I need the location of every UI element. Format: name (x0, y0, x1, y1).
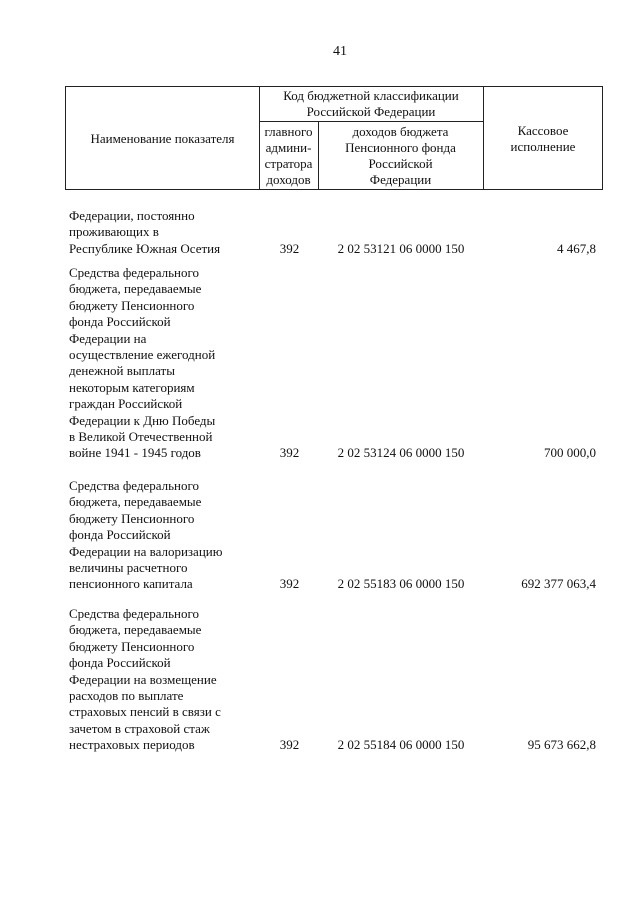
row-amount: 700 000,0 (544, 445, 596, 461)
header-income-line: Российской (368, 156, 433, 171)
row-budget-code: 2 02 55184 06 0000 150 (337, 737, 465, 753)
header-income-line: доходов бюджета (352, 124, 449, 139)
header-code-group-line: Код бюджетной классификации (283, 88, 459, 103)
row-amount: 692 377 063,4 (521, 576, 596, 592)
header-exec-line: исполнение (510, 139, 576, 154)
header-admin-line: админи- (265, 140, 312, 155)
header-name-column: Наименование показателя (90, 131, 235, 146)
header-code-group (259, 88, 483, 120)
row-name: Средства федерального бюджета, передаваемые бюджету Пенсионного фонда Российской Федерации на возмещение расходов по выплате страховых пенсий в связи с зачетом в страховой стаж нестраховых периодов (69, 606, 221, 753)
row-budget-code: 2 02 55183 06 0000 150 (337, 576, 465, 592)
row-admin-code: 392 (279, 576, 300, 592)
header-income-column (318, 124, 483, 188)
header-admin-line: стратора (264, 156, 313, 171)
header-admin-column (259, 124, 318, 188)
row-admin-code: 392 (279, 737, 300, 753)
row-name: Средства федерального бюджета, передаваемые бюджету Пенсионного фонда Российской Федерации на осуществление ежегодной денежной выплаты некоторым категориям граждан Российской Федерации к Дню Победы в Великой Отечественной войне 1941 - 1945 годов (69, 265, 216, 461)
header-exec-column (483, 123, 603, 155)
header-exec-line: Кассовое (517, 123, 569, 138)
header-admin-line: главного (264, 124, 313, 139)
row-amount: 95 673 662,8 (527, 737, 596, 753)
header-divider (259, 121, 483, 122)
header-income-line: Федерации (369, 172, 432, 187)
table-header (65, 86, 603, 190)
row-budget-code: 2 02 53121 06 0000 150 (337, 240, 465, 256)
row-admin-code: 392 (279, 445, 300, 461)
header-income-line: Пенсионного фонда (345, 140, 456, 155)
row-name: Средства федерального бюджета, передаваемые бюджету Пенсионного фонда Российской Федерации на валоризацию величины расчетного пенсионного капитала (69, 478, 223, 592)
row-name: Федерации, постоянно проживающих в Республике Южная Осетия (69, 208, 221, 256)
page-number: 41 (333, 44, 347, 59)
header-code-group-line: Российской Федерации (306, 104, 436, 119)
row-budget-code: 2 02 53124 06 0000 150 (337, 445, 465, 461)
row-amount: 4 467,8 (557, 240, 596, 256)
row-admin-code: 392 (279, 240, 300, 256)
header-admin-line: доходов (266, 172, 311, 187)
